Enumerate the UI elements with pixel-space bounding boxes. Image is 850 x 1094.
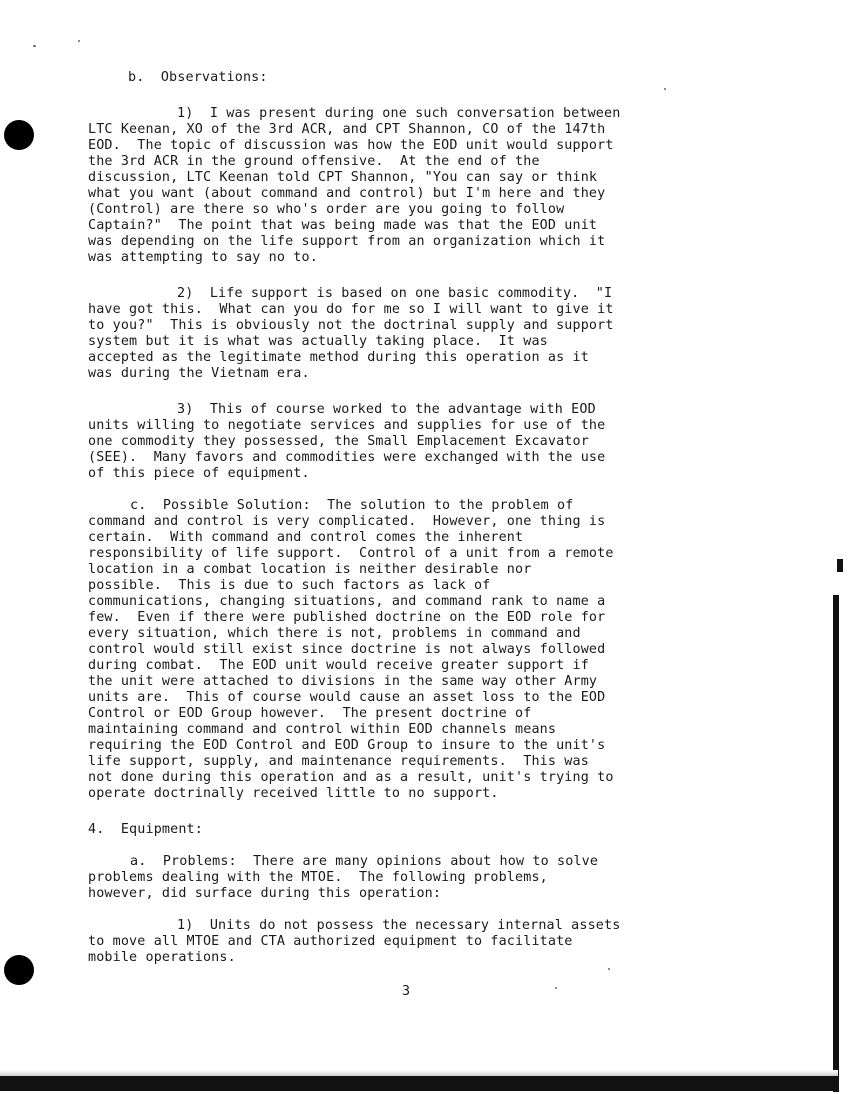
text-line: location in a combat location is neither desirable nor	[88, 562, 532, 577]
text-line: was depending on the life support from an organization which it	[88, 234, 606, 249]
text-line: few. Even if there were published doctrine on the EOD role for	[88, 610, 606, 625]
text-line: requiring the EOD Control and EOD Group to insure to the unit's	[88, 738, 606, 753]
text-line: however, did surface during this operation:	[88, 886, 442, 901]
scan-edge-right	[833, 595, 839, 1092]
scan-speck	[664, 88, 666, 90]
text-line: was attempting to say no to.	[88, 250, 318, 265]
text-line: (SEE). Many favors and commodities were exchanged with the use	[88, 450, 606, 465]
text-line: command and control is very complicated. However, one thing is	[88, 514, 606, 529]
text-line: one commodity they possessed, the Small Emplacement Excavator	[88, 434, 589, 449]
text-line: every situation, which there is not, problems in command and	[88, 626, 581, 641]
scan-speck	[555, 987, 557, 989]
text-line: (Control) are there so who's order are you going to follow	[88, 202, 565, 217]
text-line: units are. This of course would cause an asset loss to the EOD	[88, 690, 606, 705]
scan-speck	[33, 45, 36, 47]
text-line: a. Problems: There are many opinions about how to solve	[130, 854, 599, 869]
text-line: have got this. What can you do for me so I will want to give it	[88, 302, 614, 317]
text-line: Control or EOD Group however. The present doctrine of	[88, 706, 532, 721]
text-line: to move all MTOE and CTA authorized equipment to facilitate	[88, 934, 573, 949]
heading-equipment: 4. Equipment:	[88, 822, 203, 837]
text-line: during combat. The EOD unit would receive greater support if	[88, 658, 589, 673]
text-line: operate doctrinally received little to no support.	[88, 786, 499, 801]
page-number: 3	[402, 984, 411, 999]
text-line: was during the Vietnam era.	[88, 366, 310, 381]
text-line: life support, supply, and maintenance requirements. This was	[88, 754, 589, 769]
text-line: 1) I was present during one such conversation between	[177, 106, 621, 121]
scan-speck	[608, 968, 610, 970]
punch-hole-bottom	[4, 955, 34, 985]
text-line: c. Possible Solution: The solution to the problem of	[130, 498, 574, 513]
text-line: accepted as the legitimate method during this operation as it	[88, 350, 589, 365]
text-line: discussion, LTC Keenan told CPT Shannon, "You can say or think	[88, 170, 598, 185]
text-line: possible. This is due to such factors as lack of	[88, 578, 491, 593]
scan-edge-bottom	[0, 1076, 838, 1091]
text-line: LTC Keenan, XO of the 3rd ACR, and CPT Shannon, CO of the 147th	[88, 122, 606, 137]
text-line: EOD. The topic of discussion was how the EOD unit would support	[88, 138, 614, 153]
text-line: system but it is what was actually taking place. It was	[88, 334, 548, 349]
text-line: certain. With command and control comes the inherent	[88, 530, 524, 545]
punch-hole-top	[4, 120, 34, 150]
text-line: the unit were attached to divisions in the same way other Army	[88, 674, 598, 689]
text-line: Captain?" The point that was being made was that the EOD unit	[88, 218, 598, 233]
text-line: units willing to negotiate services and supplies for use of the	[88, 418, 606, 433]
text-line: of this piece of equipment.	[88, 466, 310, 481]
text-line: not done during this operation and as a result, unit's trying to	[88, 770, 614, 785]
scan-speck	[78, 40, 80, 42]
text-line: mobile operations.	[88, 950, 236, 965]
text-line: communications, changing situations, and command rank to name a	[88, 594, 606, 609]
text-line: what you want (about command and control) but I'm here and they	[88, 186, 606, 201]
text-line: problems dealing with the MTOE. The following problems,	[88, 870, 548, 885]
subheading-observations: b. Observations:	[128, 70, 268, 85]
text-line: the 3rd ACR in the ground offensive. At the end of the	[88, 154, 540, 169]
scan-edge-mark	[837, 559, 843, 572]
text-line: to you?" This is obviously not the doctrinal supply and support	[88, 318, 614, 333]
text-line: responsibility of life support. Control of a unit from a remote	[88, 546, 614, 561]
text-line: control would still exist since doctrine is not always followed	[88, 642, 606, 657]
text-line: 1) Units do not possess the necessary internal assets	[177, 918, 621, 933]
text-line: maintaining command and control within EOD channels means	[88, 722, 557, 737]
text-line: 3) This of course worked to the advantage with EOD	[177, 402, 596, 417]
text-line: 2) Life support is based on one basic commodity. "I	[177, 286, 613, 301]
